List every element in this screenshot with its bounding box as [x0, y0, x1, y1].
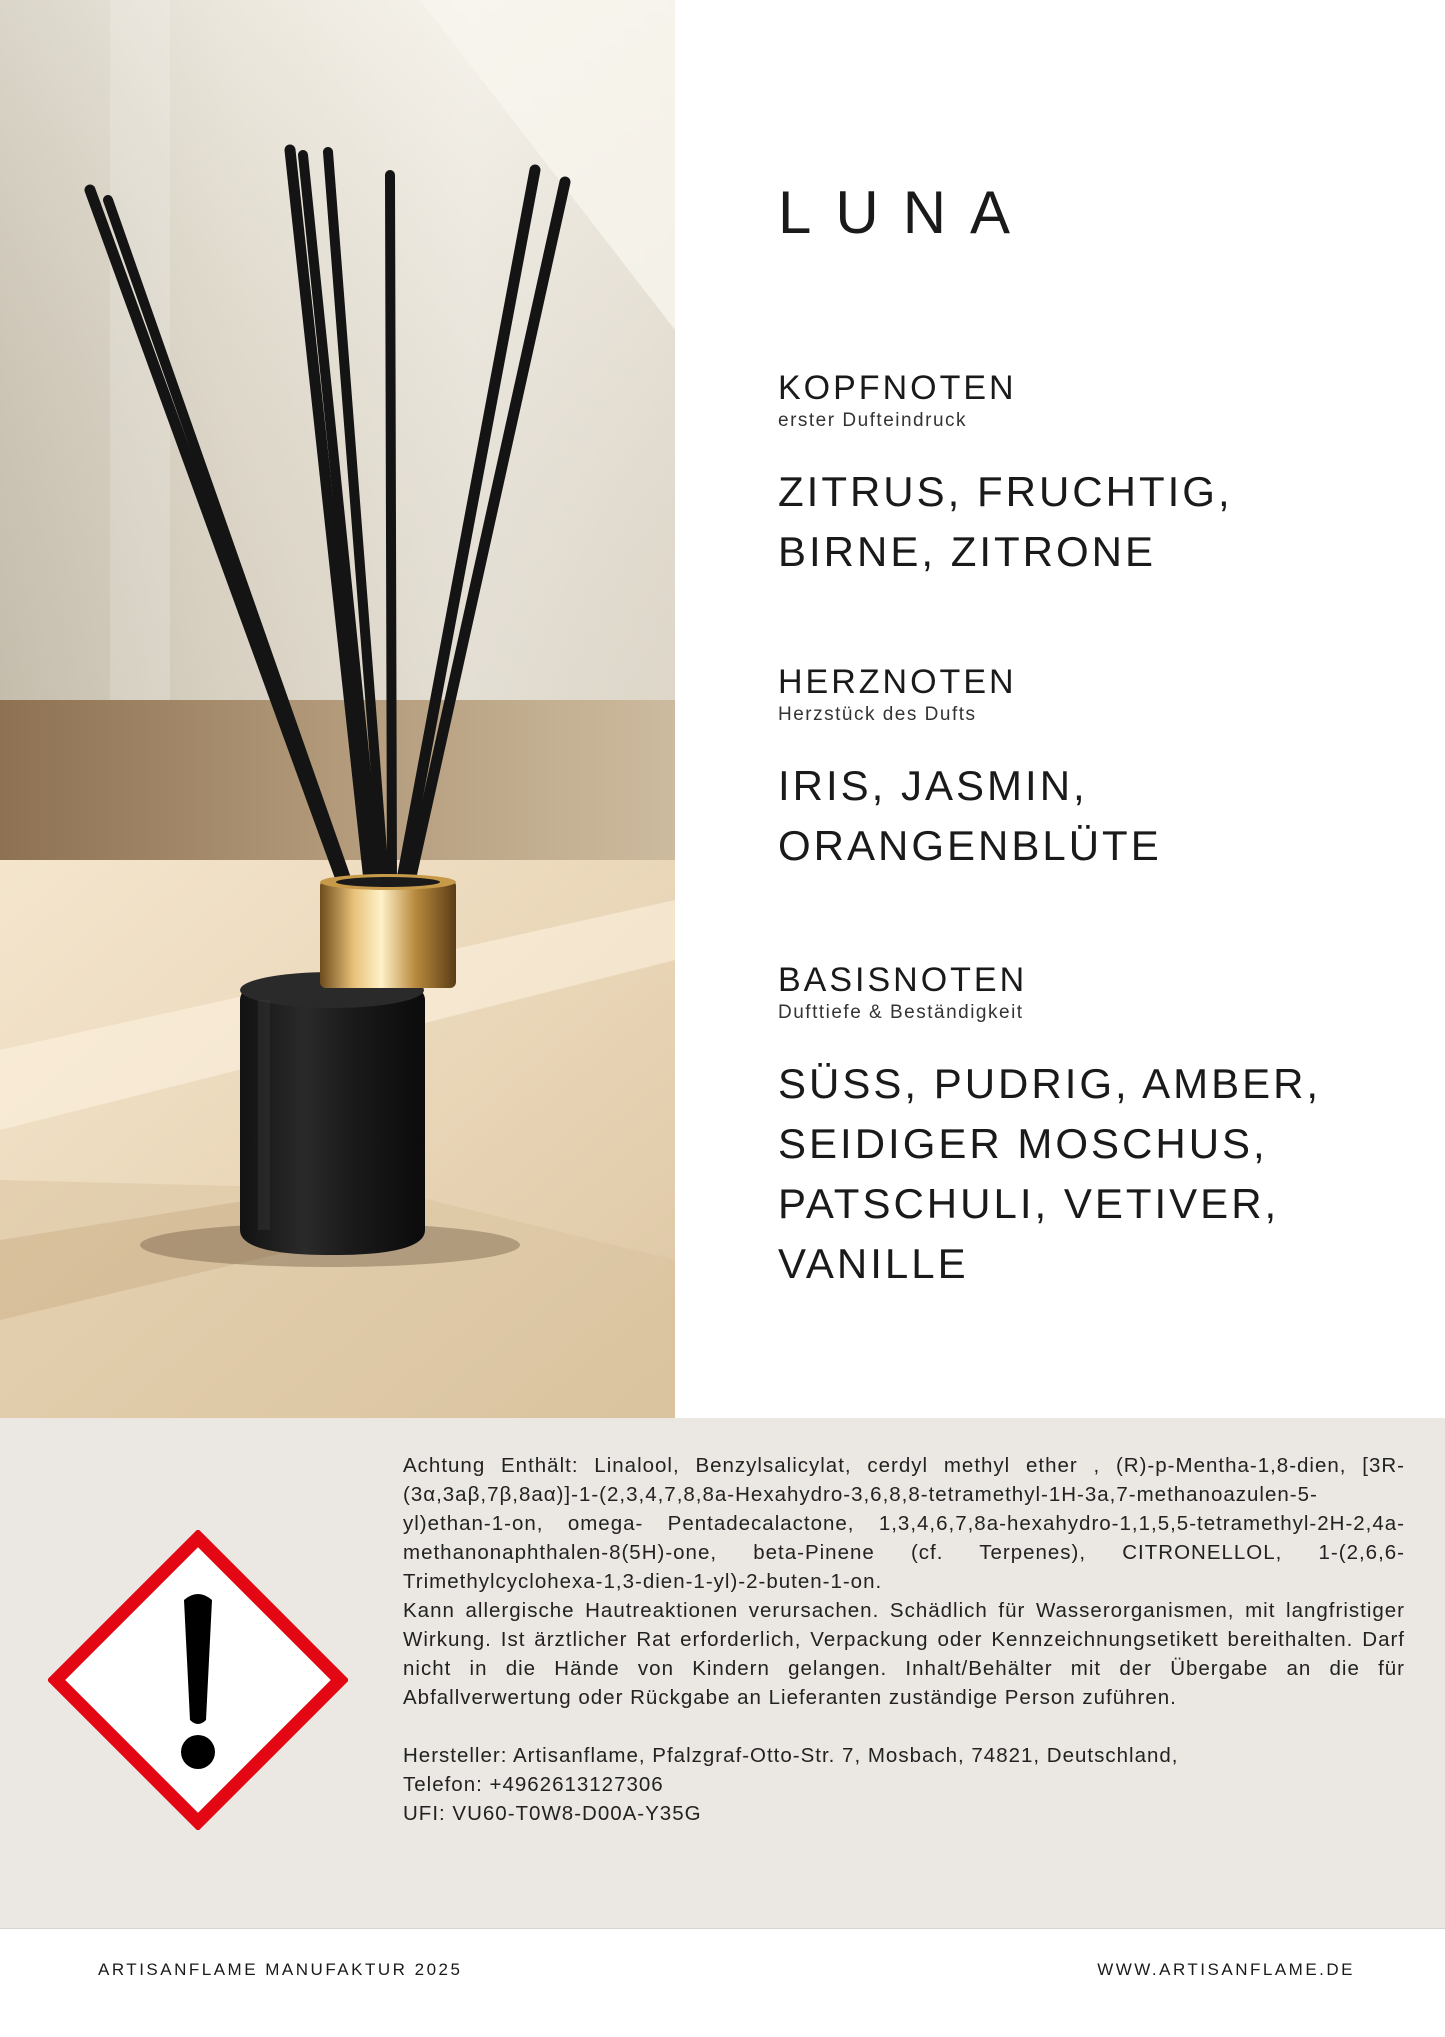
warning-section	[0, 1418, 1445, 1928]
exclamation-mark-icon	[48, 1530, 348, 1830]
ingredients-text: Achtung Enthält: Linalool, Benzylsalicylat, cerdyl methyl ether , (R)-p-Mentha-1,8-dien, [3R-(3α,3aβ,7β,8aα)]-1-(2,3,4,7,8,8a-Hexahydro-3,6,8,8-tetramethyl-1H-3a,7-methanoazulen-5-yl)ethan-1-on, omega- Pentadecalactone, 1,3,4,6,7,8a-hexahydro-1,1,5,5-tetramethyl-2H-2,4a-methanonaphthalen-8(5H)-one, beta-Pinene (cf. Terpenes), CITRONELLOL, 1-(2,6,6-Trimethylcyclohexa-1,3-dien-1-yl)-2-buten-1-on.	[403, 1454, 1405, 1593]
top-notes-heading: KOPFNOTEN	[778, 369, 1017, 407]
footer-brand: ARTISANFLAME MANUFAKTUR 2025	[98, 1960, 463, 1979]
top-notes-values	[778, 462, 1418, 582]
top-notes-block	[778, 368, 1418, 582]
ufi-text: UFI: VU60-T0W8-D00A-Y35G	[403, 1802, 702, 1825]
heart-notes-line: IRIS, JASMIN,	[778, 762, 1088, 809]
base-notes-line: VANILLE	[778, 1240, 969, 1287]
heart-notes-heading: HERZNOTEN	[778, 663, 1017, 701]
base-notes-subtitle: Dufttiefe & Beständigkeit	[778, 1002, 1024, 1023]
phone-text: Telefon: +4962613127306	[403, 1773, 664, 1796]
footer-divider	[0, 1928, 1445, 1929]
heart-notes-line: ORANGENBLÜTE	[778, 822, 1162, 869]
base-notes-heading: BASISNOTEN	[778, 961, 1028, 999]
top-notes-line: ZITRUS, FRUCHTIG,	[778, 468, 1233, 515]
base-notes-block	[778, 960, 1418, 1294]
heart-notes-values	[778, 756, 1418, 876]
warning-text	[403, 1451, 1405, 1828]
top-notes-subtitle: erster Dufteindruck	[778, 410, 968, 431]
base-notes-line: SÜSS, PUDRIG, AMBER,	[778, 1060, 1322, 1107]
heart-notes-subtitle: Herzstück des Dufts	[778, 704, 977, 725]
product-photo	[0, 0, 675, 1418]
top-notes-line: BIRNE, ZITRONE	[778, 528, 1157, 575]
hazard-text: Kann allergische Hautreaktionen verursachen. Schädlich für Wasserorganismen, mit langfristiger Wirkung. Ist ärztlicher Rat erforderlich, Verpackung oder Kennzeichnungsetikett bereithalten. Darf nicht in die Hände von Kindern gelangen. Inhalt/Behälter mit der Übergabe an die für Abfallverwertung oder Rückgabe an Lieferanten zuständige Person zuführen.	[403, 1599, 1405, 1709]
base-notes-line: PATSCHULI, VETIVER,	[778, 1180, 1280, 1227]
base-notes-line: SEIDIGER MOSCHUS,	[778, 1120, 1268, 1167]
footer-website[interactable]: WWW.ARTISANFLAME.DE	[1097, 1960, 1355, 1979]
heart-notes-block	[778, 662, 1418, 876]
manufacturer-text: Hersteller: Artisanflame, Pfalzgraf-Otto-Str. 7, Mosbach, 74821, Deutschland,	[403, 1744, 1179, 1767]
product-title: LUNA	[778, 179, 1035, 246]
base-notes-values	[778, 1054, 1418, 1294]
